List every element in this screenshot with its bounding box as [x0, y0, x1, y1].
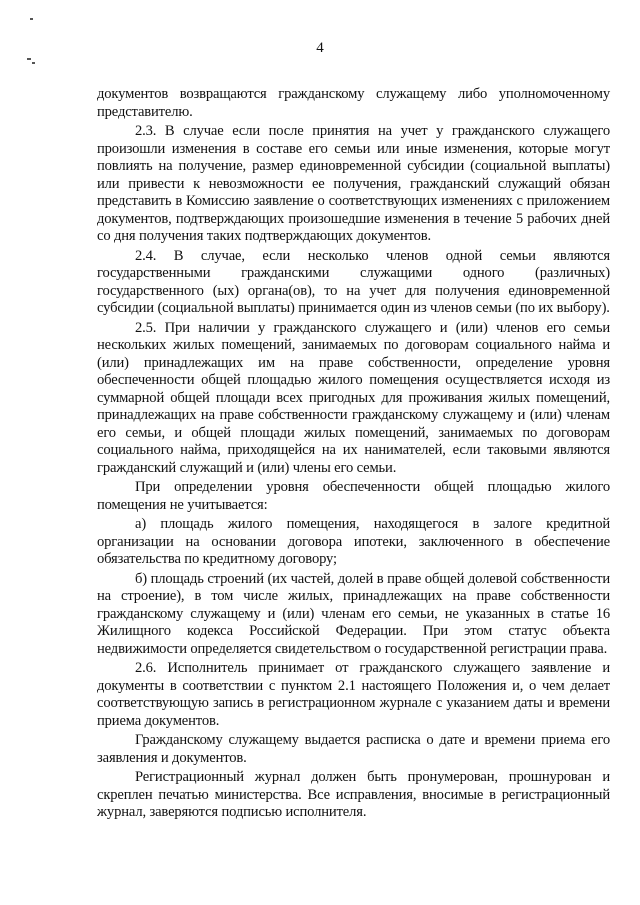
paragraph-2-6: 2.6. Исполнитель принимает от гражданского служащего заявление и документы в соответствии с пунктом 2.1 настоящего Положения и, о чем делает соответствующую запись в регистрационном журнале с указанием даты и времени приема документов. — [97, 660, 610, 729]
paragraph-receipt: Гражданскому служащему выдается расписка о дате и времени приема его заявления и документов. — [97, 732, 610, 766]
scan-artifact-mark — [32, 62, 35, 64]
list-item-a: а) площадь жилого помещения, находящегося в залоге кредитной организации на основании договора ипотеки, заключенного в обеспечение обязательства по кредитному договору; — [97, 516, 610, 567]
list-item-b: б) площадь строений (их частей, долей в праве общей долевой собственности на строение), в том числе жилых, принадлежащих на праве собственности гражданскому служащему и (или) членам его семьи, не указанных в статье 16 Жилищного кодекса Российской Федерации. При этом статус объекта недвижимости определяется свидетельством о государственной регистрации права. — [97, 570, 610, 657]
scan-artifact-mark — [30, 18, 33, 20]
paragraph-journal: Регистрационный журнал должен быть пронумерован, прошнурован и скреплен печатью министерства. Все исправления, вносимые в регистрационный журнал, заверяются подписью исполнителя. — [97, 769, 610, 820]
paragraph-2-4: 2.4. В случае, если несколько членов одной семьи являются государственными гражданскими служащими одного (различных) государственного (ых) органа(ов), то на учет для получения единовременной субсидии (социальной выплаты) принимается один из членов семьи (по их выбору). — [97, 247, 610, 316]
page-number: 4 — [316, 40, 324, 56]
scan-artifact-mark — [27, 58, 31, 60]
paragraph-2-3: 2.3. В случае если после принятия на учет у гражданского служащего произошли изменения в составе его семьи или иные изменения, которые могут повлиять на получение, размер единовременной субсидии (социальной выплаты) или привести к невозможности ее получения, гражданский служащий обязан представить в Комиссию заявление о соответствующих изменениях с приложением документов, подтверждающих произошедшие изменения в течение 5 рабочих дней со дня получения таких подтверждающих документов. — [97, 123, 610, 244]
paragraph-determination: При определении уровня обеспеченности общей площадью жилого помещения не учитывается: — [97, 479, 610, 513]
paragraph-continuation: документов возвращаются гражданскому служащему либо уполномоченному представителю. — [97, 86, 610, 120]
paragraph-2-5: 2.5. При наличии у гражданского служащего и (или) членов его семьи нескольких жилых помещений, занимаемых по договорам социального найма и (или) принадлежащих им на праве собственности, определение уровня обеспеченности общей площадью жилого помещения осуществляется исходя из суммарной общей площади всех пригодных для проживания жилых помещений, принадлежащих на праве собственности гражданскому служащему и (или) членам его семьи, и общей площади жилых помещений, занимаемых по договорам социального найма, приходящейся на их нанимателей, если таковыми являются гражданский служащий и (или) члены его семьи. — [97, 319, 610, 476]
document-body — [97, 86, 610, 824]
